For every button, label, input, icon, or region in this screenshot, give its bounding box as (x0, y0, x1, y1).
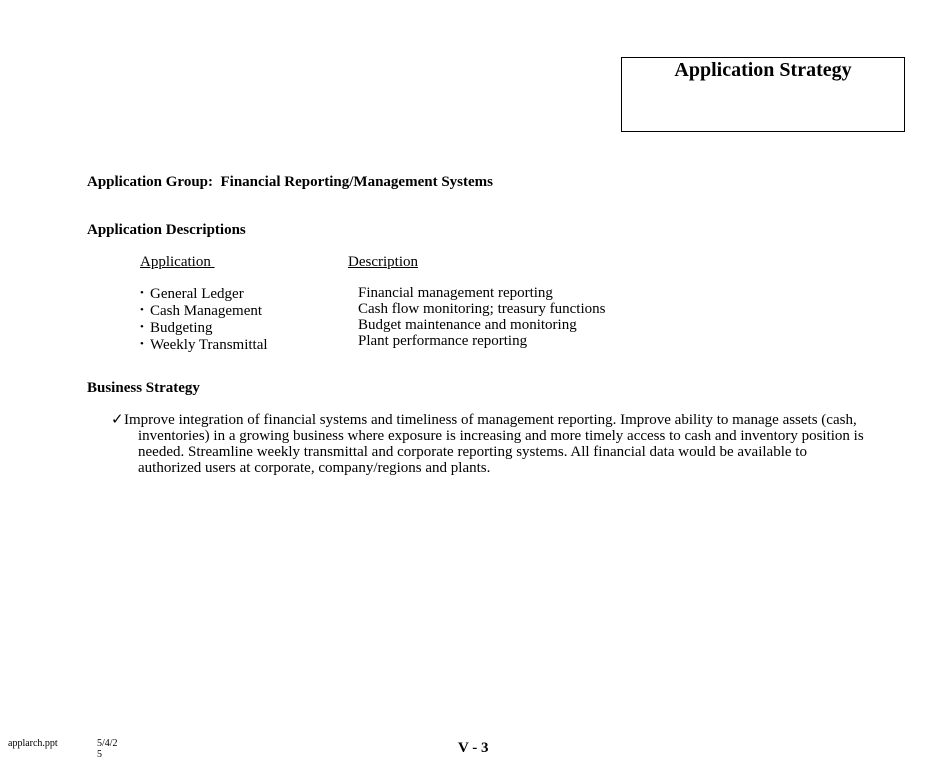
application-group-heading: Application Group: Financial Reporting/Management Systems (87, 174, 493, 190)
application-name: General Ledger (150, 286, 244, 302)
application-name: Weekly Transmittal (150, 337, 268, 353)
list-item (140, 302, 268, 319)
application-name: Cash Management (150, 303, 263, 319)
title-box (621, 57, 905, 132)
footer-file-name: applarch.ppt (8, 738, 58, 749)
list-item (140, 336, 268, 353)
footer-date: 5/4/25 (97, 738, 118, 760)
bullet-icon: • (140, 338, 144, 350)
business-strategy-heading: Business Strategy (87, 380, 200, 396)
bullet-icon: • (140, 304, 144, 316)
application-description: Financial management reporting (358, 285, 553, 301)
application-description: Budget maintenance and monitoring (358, 317, 577, 333)
slide-title: Application Strategy (674, 59, 852, 81)
application-description: Cash flow monitoring; treasury functions (358, 301, 606, 317)
list-item (140, 319, 268, 336)
application-descriptions-heading: Application Descriptions (87, 222, 246, 238)
checkmark-icon: ✓ (111, 412, 124, 428)
application-list (140, 285, 268, 353)
application-name: Budgeting (150, 320, 213, 336)
footer-page-number: V - 3 (458, 740, 489, 756)
application-description: Plant performance reporting (358, 333, 528, 349)
description-column-header: Description (348, 254, 418, 270)
list-item (140, 285, 268, 302)
bullet-icon: • (140, 321, 144, 333)
bullet-icon: • (140, 287, 144, 299)
description-list (358, 285, 605, 349)
business-strategy-block (111, 412, 871, 476)
business-strategy-text: Improve integration of financial systems and timeliness of management reporting. Improve ability to manage assets (cash, inventories) in a growing business where exposure is increasing and more timely access to cash and inventory position is needed. Streamline weekly transmittal and corporate reporting systems. All financial data would be available to authorized users at corporate, company/regions and plants. (124, 412, 864, 476)
application-column-header: Application (140, 254, 215, 270)
